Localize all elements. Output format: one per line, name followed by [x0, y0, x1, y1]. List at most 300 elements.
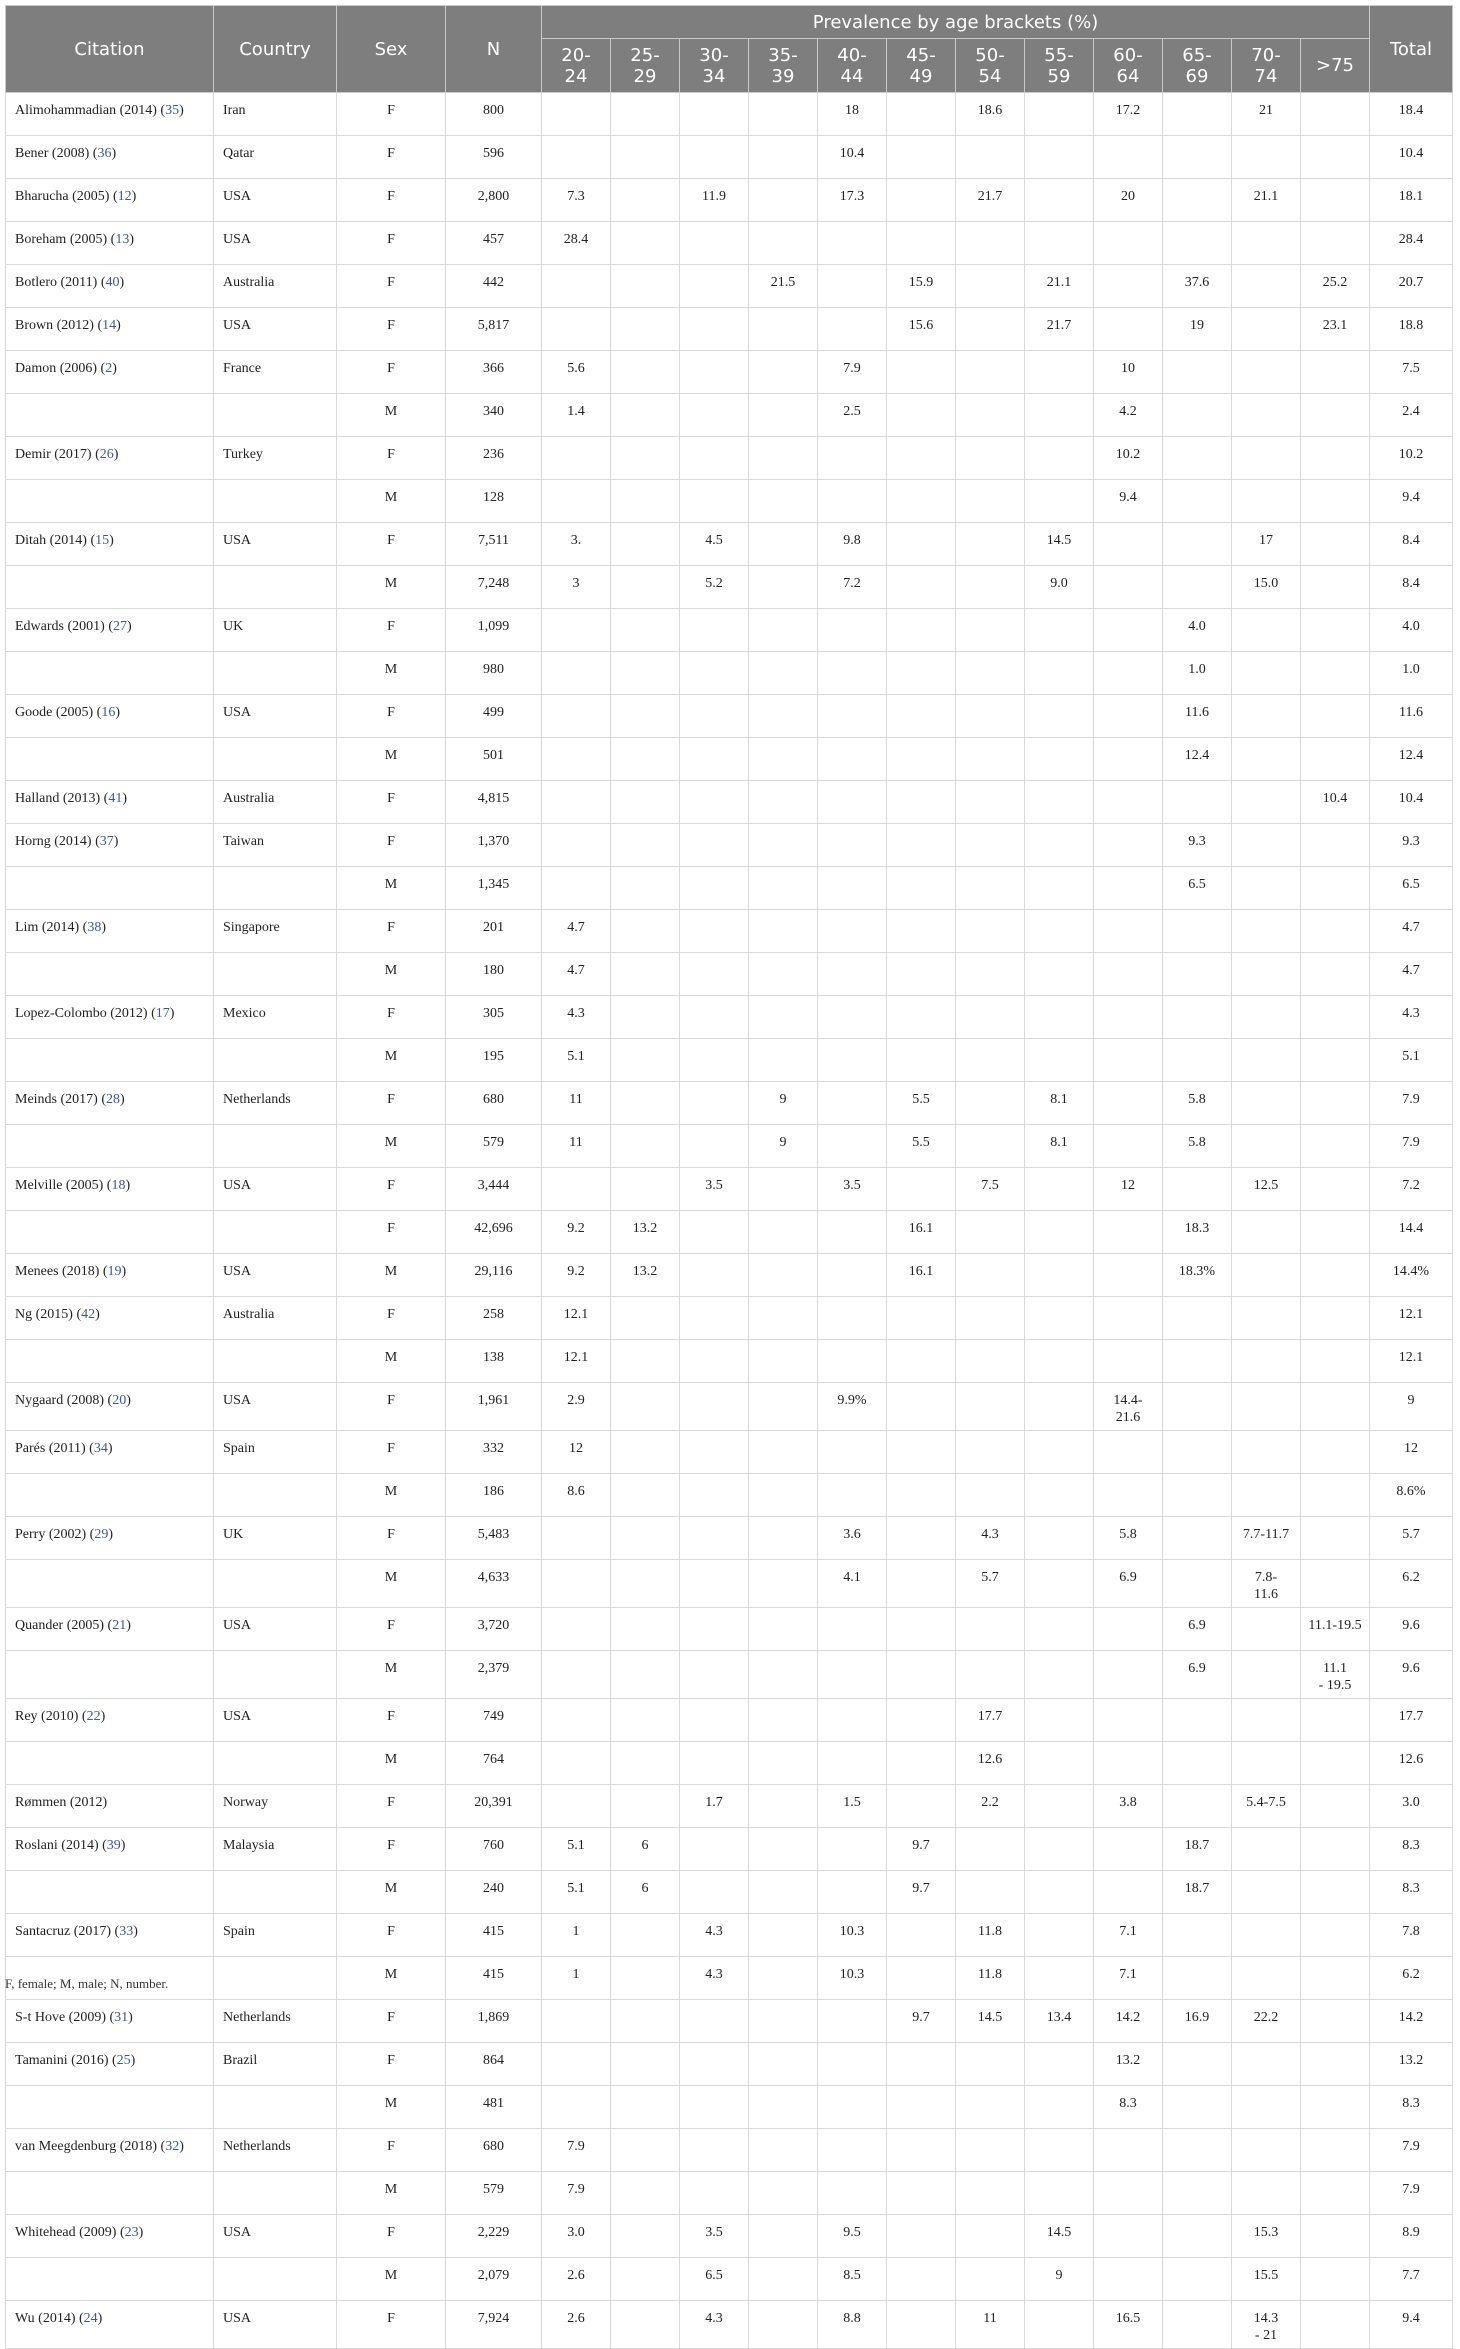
cell-prevalence	[1094, 652, 1163, 695]
cell-prevalence	[1301, 1168, 1370, 1211]
cell-citation: Edwards (2001) (27)	[6, 609, 214, 652]
table-row	[6, 1431, 1453, 1474]
cell-prevalence	[749, 695, 818, 738]
cell-prevalence	[1301, 1699, 1370, 1742]
cell-prevalence	[1163, 910, 1232, 953]
cell-prevalence	[611, 953, 680, 996]
cell-sex: F	[337, 1297, 446, 1340]
cell-prevalence	[542, 738, 611, 781]
citation-ref-link[interactable]: 38	[87, 920, 102, 935]
cell-prevalence	[680, 1742, 749, 1785]
cell-sex: F	[337, 1608, 446, 1651]
cell-n: 3,444	[446, 1168, 542, 1211]
cell-prevalence	[542, 824, 611, 867]
cell-prevalence	[1163, 1340, 1232, 1383]
cell-prevalence	[542, 1517, 611, 1560]
cell-n: 366	[446, 351, 542, 394]
cell-prevalence	[611, 1517, 680, 1560]
cell-prevalence	[1232, 1828, 1301, 1871]
cell-prevalence	[818, 1699, 887, 1742]
cell-n: 258	[446, 1297, 542, 1340]
cell-prevalence: 6.9	[1163, 1608, 1232, 1651]
cell-prevalence	[542, 1168, 611, 1211]
cell-prevalence	[818, 1039, 887, 1082]
cell-prevalence	[887, 179, 956, 222]
citation-author: Halland (2013)	[15, 791, 101, 806]
citation-ref-link[interactable]: 12	[117, 189, 132, 204]
cell-n: 240	[446, 1871, 542, 1914]
cell-sex: F	[337, 1828, 446, 1871]
cell-prevalence	[1301, 566, 1370, 609]
cell-prevalence	[542, 1560, 611, 1608]
cell-n: 680	[446, 1082, 542, 1125]
cell-prevalence	[1163, 566, 1232, 609]
citation-author: Rey (2010)	[15, 1709, 79, 1724]
citation-ref-link[interactable]: 17	[155, 1006, 170, 1021]
cell-prevalence	[1163, 2301, 1232, 2349]
citation-ref-link[interactable]: 15	[95, 533, 110, 548]
cell-sex: F	[337, 1699, 446, 1742]
cell-prevalence	[749, 2129, 818, 2172]
table-footnote: F, female; M, male; N, number.	[5, 1976, 169, 1991]
cell-total: 7.5	[1370, 351, 1453, 394]
cell-n: 579	[446, 1125, 542, 1168]
cell-prevalence	[680, 136, 749, 179]
cell-prevalence	[818, 480, 887, 523]
cell-prevalence	[887, 695, 956, 738]
cell-n: 1,370	[446, 824, 542, 867]
cell-prevalence	[749, 437, 818, 480]
cell-total: 12.1	[1370, 1340, 1453, 1383]
cell-prevalence	[1163, 179, 1232, 222]
table-row	[6, 609, 1453, 652]
cell-prevalence	[887, 2043, 956, 2086]
cell-prevalence: 7.1	[1094, 1914, 1163, 1957]
cell-n: 2,379	[446, 1651, 542, 1699]
cell-prevalence	[680, 1254, 749, 1297]
citation-ref-link[interactable]: 14	[102, 318, 117, 333]
cell-prevalence: 9.7	[887, 1871, 956, 1914]
cell-citation	[6, 2258, 214, 2301]
cell-prevalence	[749, 1785, 818, 1828]
cell-prevalence	[1163, 2215, 1232, 2258]
cell-prevalence	[611, 1431, 680, 1474]
cell-prevalence	[1232, 308, 1301, 351]
cell-prevalence	[1301, 1082, 1370, 1125]
cell-prevalence: 1.4	[542, 394, 611, 437]
cell-prevalence	[1232, 1957, 1301, 2000]
cell-prevalence	[1301, 394, 1370, 437]
cell-prevalence: 6.9	[1163, 1651, 1232, 1699]
cell-sex: F	[337, 781, 446, 824]
cell-prevalence: 7.9	[818, 351, 887, 394]
header-total: Total	[1370, 6, 1453, 93]
citation-ref-link[interactable]: 35	[165, 103, 180, 118]
cell-prevalence	[1025, 1211, 1094, 1254]
cell-sex: F	[337, 523, 446, 566]
cell-prevalence: 21	[1232, 93, 1301, 136]
cell-prevalence	[1301, 136, 1370, 179]
cell-prevalence	[956, 2172, 1025, 2215]
cell-prevalence	[611, 437, 680, 480]
citation-author: Lim (2014)	[15, 920, 80, 935]
cell-prevalence	[887, 738, 956, 781]
cell-prevalence	[749, 480, 818, 523]
cell-prevalence	[542, 265, 611, 308]
cell-prevalence	[542, 437, 611, 480]
cell-citation: Alimohammadian (2014) (35)	[6, 93, 214, 136]
header-n: N	[446, 6, 542, 93]
cell-prevalence	[818, 2000, 887, 2043]
cell-prevalence	[1232, 136, 1301, 179]
citation-ref-link[interactable]: 16	[101, 705, 116, 720]
cell-prevalence	[818, 265, 887, 308]
cell-prevalence	[749, 136, 818, 179]
citation-ref-link[interactable]: 27	[112, 619, 127, 634]
cell-prevalence	[1232, 695, 1301, 738]
citation-author: Boreham (2005)	[15, 232, 108, 247]
cell-prevalence	[1025, 910, 1094, 953]
cell-prevalence	[680, 93, 749, 136]
cell-n: 499	[446, 695, 542, 738]
citation-ref-link[interactable]: 19	[107, 1264, 122, 1279]
cell-country: Malaysia	[214, 1828, 337, 1871]
cell-prevalence: 11.9	[680, 179, 749, 222]
cell-country	[214, 1871, 337, 1914]
cell-prevalence: 4.0	[1163, 609, 1232, 652]
cell-citation	[6, 1474, 214, 1517]
cell-country: Netherlands	[214, 2129, 337, 2172]
cell-sex: F	[337, 1168, 446, 1211]
cell-total: 10.4	[1370, 781, 1453, 824]
cell-prevalence	[956, 695, 1025, 738]
cell-prevalence	[1025, 1957, 1094, 2000]
citation-ref-link[interactable]: 22	[86, 1709, 101, 1724]
cell-n: 3,720	[446, 1608, 542, 1651]
cell-prevalence	[887, 824, 956, 867]
citation-ref-link[interactable]: 18	[111, 1178, 126, 1193]
cell-prevalence	[956, 1297, 1025, 1340]
cell-prevalence	[749, 781, 818, 824]
cell-total: 7.9	[1370, 2172, 1453, 2215]
table-row	[6, 1957, 1453, 2000]
cell-total: 14.2	[1370, 2000, 1453, 2043]
cell-prevalence	[887, 93, 956, 136]
citation-ref-link[interactable]: 32	[165, 2139, 180, 2154]
cell-prevalence	[1163, 2172, 1232, 2215]
cell-prevalence: 4.3	[956, 1517, 1025, 1560]
cell-total: 12	[1370, 1431, 1453, 1474]
citation-ref-link[interactable]: 23	[124, 2225, 139, 2240]
cell-prevalence	[1232, 351, 1301, 394]
cell-country: USA	[214, 1699, 337, 1742]
citation-ref-link[interactable]: 13	[115, 232, 130, 247]
cell-prevalence: 15.3	[1232, 2215, 1301, 2258]
cell-prevalence	[956, 265, 1025, 308]
cell-prevalence: 21.5	[749, 265, 818, 308]
cell-prevalence	[887, 1474, 956, 1517]
cell-prevalence	[1163, 781, 1232, 824]
cell-prevalence	[1232, 910, 1301, 953]
cell-prevalence	[1094, 265, 1163, 308]
cell-prevalence: 6	[611, 1828, 680, 1871]
cell-prevalence	[818, 1474, 887, 1517]
cell-prevalence	[1301, 996, 1370, 1039]
citation-author: Brown (2012)	[15, 318, 94, 333]
citation-ref-link[interactable]: 2	[105, 361, 113, 376]
cell-prevalence	[680, 1039, 749, 1082]
cell-prevalence	[1232, 222, 1301, 265]
cell-prevalence	[1301, 437, 1370, 480]
cell-prevalence	[1094, 136, 1163, 179]
cell-n: 1,099	[446, 609, 542, 652]
citation-ref-link[interactable]: 25	[116, 2053, 131, 2068]
cell-prevalence	[749, 2258, 818, 2301]
cell-prevalence	[1163, 2129, 1232, 2172]
cell-prevalence	[1301, 867, 1370, 910]
citation-ref-link[interactable]: 24	[83, 2311, 98, 2326]
cell-prevalence: 12	[542, 1431, 611, 1474]
cell-prevalence	[680, 2000, 749, 2043]
cell-prevalence: 12.1	[542, 1340, 611, 1383]
cell-prevalence	[887, 222, 956, 265]
citation-ref-link[interactable]: 41	[108, 791, 123, 806]
citation-ref-link[interactable]: 33	[119, 1924, 134, 1939]
cell-n: 4,815	[446, 781, 542, 824]
cell-sex: M	[337, 738, 446, 781]
table-row	[6, 265, 1453, 308]
cell-prevalence	[611, 523, 680, 566]
cell-prevalence	[749, 179, 818, 222]
cell-prevalence	[1301, 1254, 1370, 1297]
table-row	[6, 2086, 1453, 2129]
cell-prevalence	[680, 738, 749, 781]
cell-total: 12.4	[1370, 738, 1453, 781]
cell-prevalence	[1163, 1039, 1232, 1082]
cell-prevalence: 5.4-7.5	[1232, 1785, 1301, 1828]
cell-prevalence	[749, 1340, 818, 1383]
cell-prevalence: 3.0	[542, 2215, 611, 2258]
cell-prevalence	[956, 480, 1025, 523]
cell-prevalence	[956, 824, 1025, 867]
cell-country	[214, 394, 337, 437]
cell-n: 138	[446, 1340, 542, 1383]
header-age-bracket: 30- 34	[680, 39, 749, 93]
cell-sex: M	[337, 1039, 446, 1082]
cell-prevalence	[887, 2258, 956, 2301]
citation-author: Wu (2014)	[15, 2311, 76, 2326]
cell-prevalence	[1301, 1297, 1370, 1340]
cell-prevalence	[818, 1125, 887, 1168]
cell-prevalence	[1025, 1560, 1094, 1608]
cell-prevalence	[680, 1560, 749, 1608]
cell-prevalence	[1232, 1125, 1301, 1168]
cell-country: UK	[214, 1517, 337, 1560]
cell-prevalence	[1301, 1828, 1370, 1871]
cell-prevalence	[956, 867, 1025, 910]
cell-prevalence	[680, 1082, 749, 1125]
cell-country: Spain	[214, 1914, 337, 1957]
cell-prevalence	[956, 738, 1025, 781]
cell-prevalence	[749, 824, 818, 867]
cell-n: 2,079	[446, 2258, 542, 2301]
citation-ref-link[interactable]: 39	[106, 1838, 121, 1853]
citation-ref-link[interactable]: 20	[112, 1393, 127, 1408]
cell-prevalence	[887, 2215, 956, 2258]
cell-prevalence	[818, 652, 887, 695]
cell-prevalence	[749, 2301, 818, 2349]
cell-prevalence	[749, 1431, 818, 1474]
cell-n: 980	[446, 652, 542, 695]
cell-prevalence	[680, 609, 749, 652]
cell-prevalence	[1094, 1254, 1163, 1297]
header-country: Country	[214, 6, 337, 93]
cell-n: 236	[446, 437, 542, 480]
cell-n: 579	[446, 2172, 542, 2215]
citation-ref-link[interactable]: 37	[99, 834, 114, 849]
cell-prevalence	[680, 2172, 749, 2215]
cell-prevalence	[887, 867, 956, 910]
cell-prevalence	[1094, 1039, 1163, 1082]
cell-prevalence: 18	[818, 93, 887, 136]
citation-ref-link[interactable]: 29	[94, 1527, 109, 1542]
cell-prevalence	[1025, 1254, 1094, 1297]
cell-citation	[6, 480, 214, 523]
cell-prevalence	[611, 1957, 680, 2000]
table-row	[6, 2172, 1453, 2215]
cell-prevalence	[611, 2129, 680, 2172]
cell-n: 5,817	[446, 308, 542, 351]
cell-prevalence: 7.1	[1094, 1957, 1163, 2000]
cell-prevalence: 11.8	[956, 1914, 1025, 1957]
cell-prevalence	[1163, 394, 1232, 437]
citation-ref-link[interactable]: 42	[81, 1307, 96, 1322]
cell-n: 481	[446, 2086, 542, 2129]
cell-prevalence: 6	[611, 1871, 680, 1914]
cell-prevalence	[749, 394, 818, 437]
cell-country: France	[214, 351, 337, 394]
cell-prevalence	[611, 609, 680, 652]
cell-prevalence	[749, 308, 818, 351]
cell-country	[214, 652, 337, 695]
cell-citation	[6, 1871, 214, 1914]
cell-prevalence	[542, 480, 611, 523]
cell-citation: van Meegdenburg (2018) (32)	[6, 2129, 214, 2172]
cell-prevalence	[542, 93, 611, 136]
cell-prevalence: 20	[1094, 179, 1163, 222]
cell-prevalence	[749, 953, 818, 996]
citation-ref-link[interactable]: 36	[97, 146, 112, 161]
cell-prevalence	[1232, 265, 1301, 308]
cell-country: USA	[214, 308, 337, 351]
cell-prevalence	[749, 1957, 818, 2000]
cell-prevalence: 17	[1232, 523, 1301, 566]
cell-prevalence: 3	[542, 566, 611, 609]
cell-sex: F	[337, 1914, 446, 1957]
cell-sex: F	[337, 695, 446, 738]
table-row	[6, 1914, 1453, 1957]
cell-sex: F	[337, 996, 446, 1039]
cell-prevalence: 5.8	[1094, 1517, 1163, 1560]
cell-prevalence	[956, 351, 1025, 394]
cell-prevalence	[749, 1871, 818, 1914]
cell-prevalence	[680, 1340, 749, 1383]
cell-prevalence	[1025, 1828, 1094, 1871]
cell-prevalence	[749, 1742, 818, 1785]
cell-prevalence	[1301, 2215, 1370, 2258]
cell-prevalence: 3.6	[818, 1517, 887, 1560]
cell-total: 9.4	[1370, 2301, 1453, 2349]
cell-prevalence	[1025, 1168, 1094, 1211]
cell-country	[214, 953, 337, 996]
cell-country: USA	[214, 179, 337, 222]
cell-total: 8.4	[1370, 566, 1453, 609]
cell-prevalence	[680, 351, 749, 394]
cell-n: 1,869	[446, 2000, 542, 2043]
cell-prevalence	[680, 824, 749, 867]
citation-ref-link[interactable]: 40	[105, 275, 120, 290]
cell-prevalence	[818, 1082, 887, 1125]
cell-country	[214, 1211, 337, 1254]
citation-ref-link[interactable]: 28	[106, 1092, 120, 1107]
cell-prevalence	[749, 351, 818, 394]
table-row	[6, 1211, 1453, 1254]
cell-prevalence	[956, 1039, 1025, 1082]
cell-prevalence	[956, 136, 1025, 179]
cell-citation	[6, 2086, 214, 2129]
table-row	[6, 2129, 1453, 2172]
citation-author: Menees (2018)	[15, 1264, 100, 1279]
cell-sex: F	[337, 351, 446, 394]
cell-prevalence	[1163, 1560, 1232, 1608]
citation-author: Damon (2006)	[15, 361, 98, 376]
cell-prevalence	[1232, 996, 1301, 1039]
cell-prevalence	[611, 2086, 680, 2129]
cell-prevalence	[611, 1383, 680, 1431]
cell-prevalence: 4.1	[818, 1560, 887, 1608]
cell-country: Singapore	[214, 910, 337, 953]
citation-ref-link[interactable]: 34	[93, 1441, 108, 1456]
cell-prevalence	[956, 910, 1025, 953]
cell-sex: M	[337, 1254, 446, 1297]
citation-ref-link[interactable]: 31	[114, 2010, 129, 2025]
cell-prevalence: 10.4	[818, 136, 887, 179]
cell-prevalence	[1301, 2043, 1370, 2086]
cell-prevalence: 12.1	[542, 1297, 611, 1340]
cell-prevalence	[611, 1785, 680, 1828]
cell-citation	[6, 738, 214, 781]
cell-sex: M	[337, 652, 446, 695]
table-row	[6, 1168, 1453, 1211]
cell-prevalence	[1094, 566, 1163, 609]
cell-prevalence: 1	[542, 1957, 611, 2000]
cell-prevalence: 14.3 - 21	[1232, 2301, 1301, 2349]
cell-prevalence	[1025, 136, 1094, 179]
cell-prevalence: 11.6	[1163, 695, 1232, 738]
citation-ref-link[interactable]: 26	[99, 447, 114, 462]
cell-prevalence: 21.7	[1025, 308, 1094, 351]
cell-prevalence: 18.7	[1163, 1828, 1232, 1871]
cell-sex: M	[337, 2172, 446, 2215]
citation-ref-link[interactable]: 21	[112, 1618, 127, 1633]
cell-n: 332	[446, 1431, 542, 1474]
cell-country: USA	[214, 695, 337, 738]
cell-total: 2.4	[1370, 394, 1453, 437]
cell-prevalence	[1301, 2129, 1370, 2172]
cell-sex: F	[337, 265, 446, 308]
cell-prevalence	[680, 222, 749, 265]
table-row	[6, 910, 1453, 953]
